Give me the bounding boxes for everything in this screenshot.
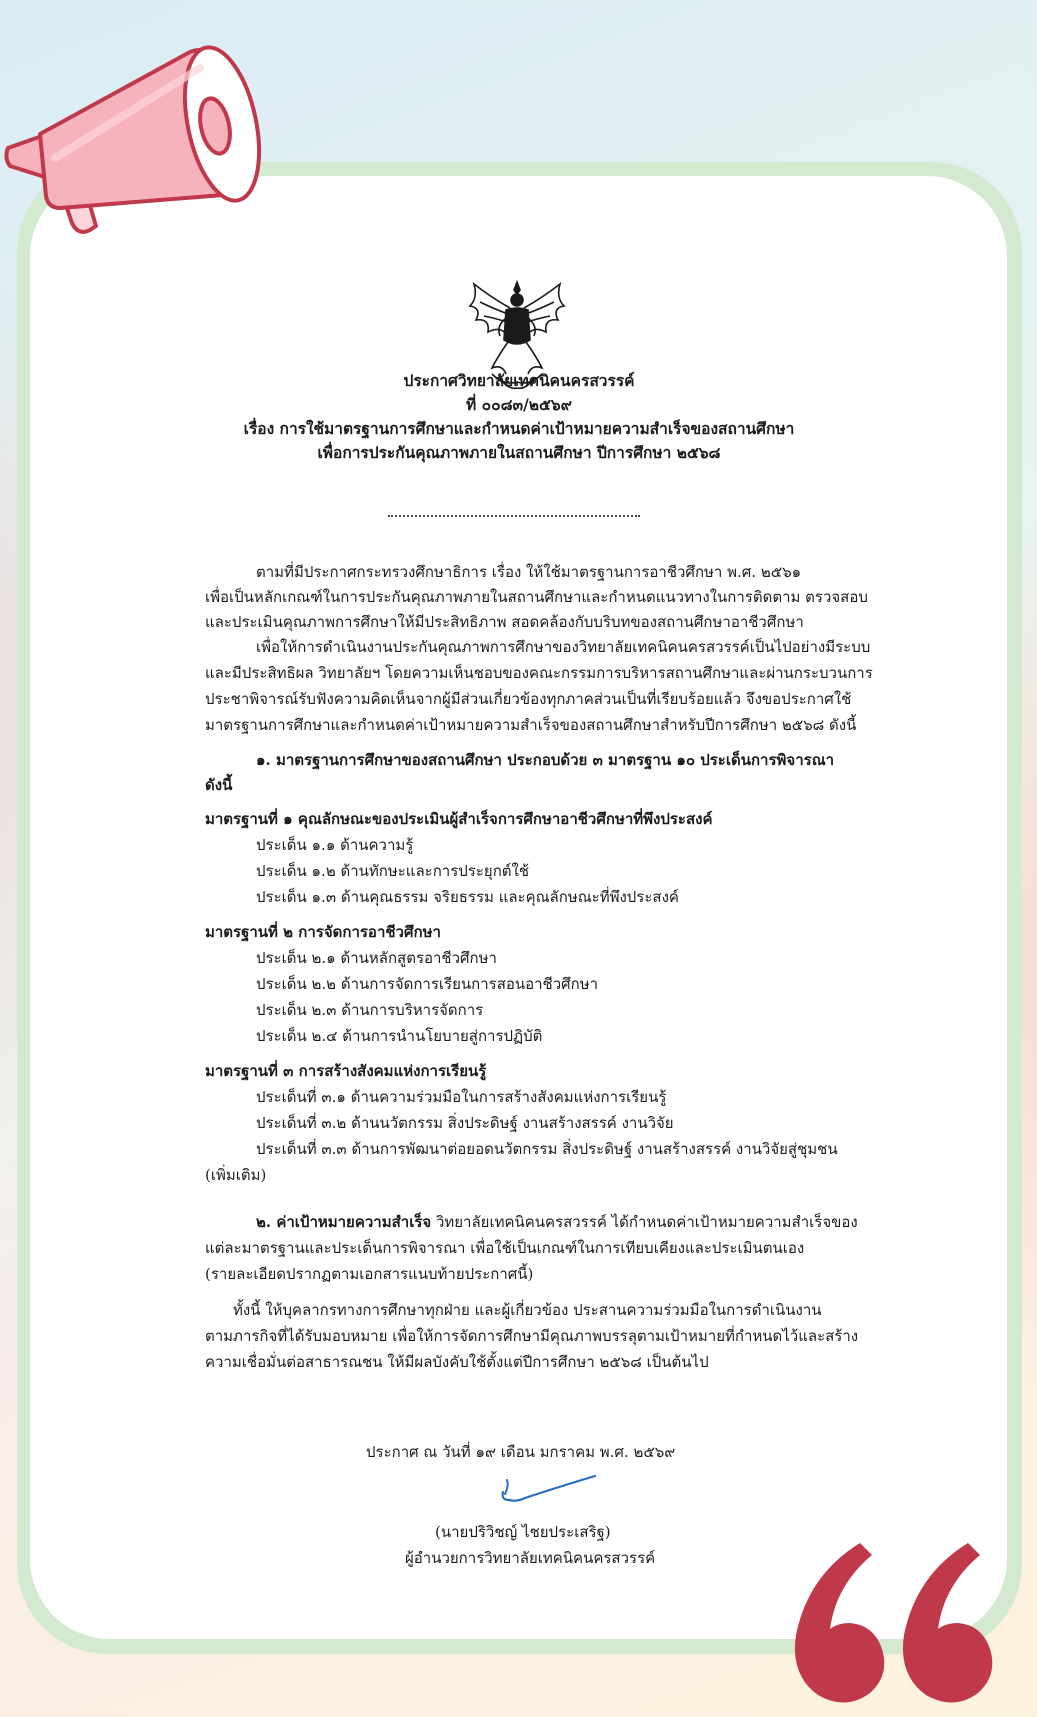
standard-item-tail: (เพิ่มเติม) — [205, 1166, 267, 1184]
section2-lead: ๒. ค่าเป้าหมายความสำเร็จ — [256, 1213, 432, 1231]
announcement-date: ประกาศ ณ วันที่ ๑๙ เดือน มกราคม พ.ศ. ๒๕๖๙ — [366, 1443, 676, 1461]
section2-line2: แต่ละมาตรฐานและประเด็นการพิจารณา เพื่อใช้เป็นเกณฑ์ในการเทียบเคียงและประเมินตนเอง — [205, 1239, 805, 1257]
standard-title: มาตรฐานที่ ๑ คุณลักษณะของประเมินผู้สำเร็จการศึกษาอาชีวศึกษาที่พึงประสงค์ — [205, 810, 713, 828]
signer-position: ผู้อำนวยการวิทยาลัยเทคนิคนครสวรรค์ — [405, 1549, 656, 1567]
intro-line: เพื่อเป็นหลักเกณฑ์ในการประกันคุณภาพภายในสถานศึกษาและกำหนดแนวทางในการติดตาม ตรวจสอบ — [205, 588, 868, 606]
divider-dotted — [388, 515, 640, 517]
closing-line: ทั้งนี้ ให้บุคลากรทางการศึกษาทุกฝ่าย และผู้เกี่ยวข้อง ประสานความร่วมมือในการดำเนินงาน — [233, 1301, 822, 1319]
intro-line: มาตรฐานการศึกษาและกำหนดค่าเป้าหมายความสำเร็จของสถานศึกษาสำหรับปีการศึกษา ๒๕๖๘ ดังนี้ — [205, 716, 857, 734]
closing-line: ตามภารกิจที่ได้รับมอบหมาย เพื่อให้การจัดการศึกษามีคุณภาพบรรลุตามเป้าหมายที่กำหนดไว้และสร้าง — [205, 1327, 859, 1345]
intro-line: และมีประสิทธิผล วิทยาลัยฯ โดยความเห็นชอบของคณะกรรมการบริหารสถานศึกษาและผ่านกระบวนการ — [205, 664, 873, 682]
section2-line3: (รายละเอียดปรากฏตามเอกสารแนบท้ายประกาศนี้) — [205, 1265, 534, 1283]
intro-line: และประเมินคุณภาพการศึกษาให้มีประสิทธิภาพ สอดคล้องกับบริบทของสถานศึกษาอาชีวศึกษา — [205, 613, 804, 631]
standard-item: ประเด็น ๒.๒ ด้านการจัดการเรียนการสอนอาชีวศึกษา — [256, 975, 599, 993]
announcement-subject-line2: เพื่อการประกันคุณภาพภายในสถานศึกษา ปีการศึกษา ๒๕๖๘ — [317, 443, 721, 462]
intro-line: ประชาพิจารณ์รับฟังความคิดเห็นจากผู้มีส่วนเกี่ยวข้องทุกภาคส่วนเป็นที่เรียบร้อยแล้ว จึงขอประกาศใช้ — [205, 690, 852, 708]
standard-item: ประเด็น ๑.๒ ด้านทักษะและการประยุกต์ใช้ — [256, 862, 530, 880]
announcement-number: ที่ ๐๐๘๓/๒๕๖๙ — [466, 395, 572, 414]
section2-line1-rest: วิทยาลัยเทคนิคนครสวรรค์ ได้กำหนดค่าเป้าหมายความสำเร็จของ — [431, 1213, 858, 1231]
standard-item: ประเด็นที่ ๓.๒ ด้านนวัตกรรม สิ่งประดิษฐ์ งานสร้างสรรค์ งานวิจัย — [256, 1114, 674, 1132]
section1-heading-cont: ดังนี้ — [205, 776, 233, 794]
signer-name: (นายปริวิชญ์ ไชยประเสริฐ) — [435, 1523, 611, 1541]
signature — [495, 1470, 605, 1510]
standard-item: ประเด็นที่ ๓.๑ ด้านความร่วมมือในการสร้างสังคมแห่งการเรียนรู้ — [256, 1088, 667, 1106]
standard-title: มาตรฐานที่ ๓ การสร้างสังคมแห่งการเรียนรู้ — [205, 1062, 487, 1080]
announcement-org: ประกาศวิทยาลัยเทคนิคนครสวรรค์ — [403, 371, 635, 390]
quote-mark-icon — [788, 1535, 998, 1715]
standard-item: ประเด็น ๒.๔ ด้านการนำนโยบายสู่การปฏิบัติ — [256, 1027, 543, 1045]
megaphone-icon — [0, 38, 270, 248]
closing-line: ความเชื่อมั่นต่อสาธารณชน ให้มีผลบังคับใช้ตั้งแต่ปีการศึกษา ๒๕๖๘ เป็นต้นไป — [205, 1353, 709, 1371]
section1-heading: ๑. มาตรฐานการศึกษาของสถานศึกษา ประกอบด้วย ๓ มาตรฐาน ๑๐ ประเด็นการพิจารณา — [256, 751, 835, 769]
standard-item: ประเด็น ๑.๑ ด้านความรู้ — [256, 836, 414, 854]
standard-item: ประเด็นที่ ๓.๓ ด้านการพัฒนาต่อยอดนวัตกรรม สิ่งประดิษฐ์ งานสร้างสรรค์ งานวิจัยสู่ชุมชน — [256, 1140, 838, 1158]
standard-item: ประเด็น ๑.๓ ด้านคุณธรรม จริยธรรม และคุณลักษณะที่พึงประสงค์ — [256, 888, 679, 906]
standard-item: ประเด็น ๒.๑ ด้านหลักสูตรอาชีวศึกษา — [256, 949, 497, 967]
section2-line1 — [256, 1210, 858, 1234]
intro-line: ตามที่มีประกาศกระทรวงศึกษาธิการ เรื่อง ให้ใช้มาตรฐานการอาชีวศึกษา พ.ศ. ๒๕๖๑ — [256, 563, 802, 581]
standard-item: ประเด็น ๒.๓ ด้านการบริหารจัดการ — [256, 1001, 484, 1019]
intro-line: เพื่อให้การดำเนินงานประกันคุณภาพการศึกษาของวิทยาลัยเทคนิคนครสวรรค์เป็นไปอย่างมีระบบ — [256, 638, 871, 656]
standard-title: มาตรฐานที่ ๒ การจัดการอาชีวศึกษา — [205, 923, 441, 941]
announcement-subject-line1: เรื่อง การใช้มาตรฐานการศึกษาและกำหนดค่าเป้าหมายความสำเร็จของสถานศึกษา — [243, 419, 795, 438]
